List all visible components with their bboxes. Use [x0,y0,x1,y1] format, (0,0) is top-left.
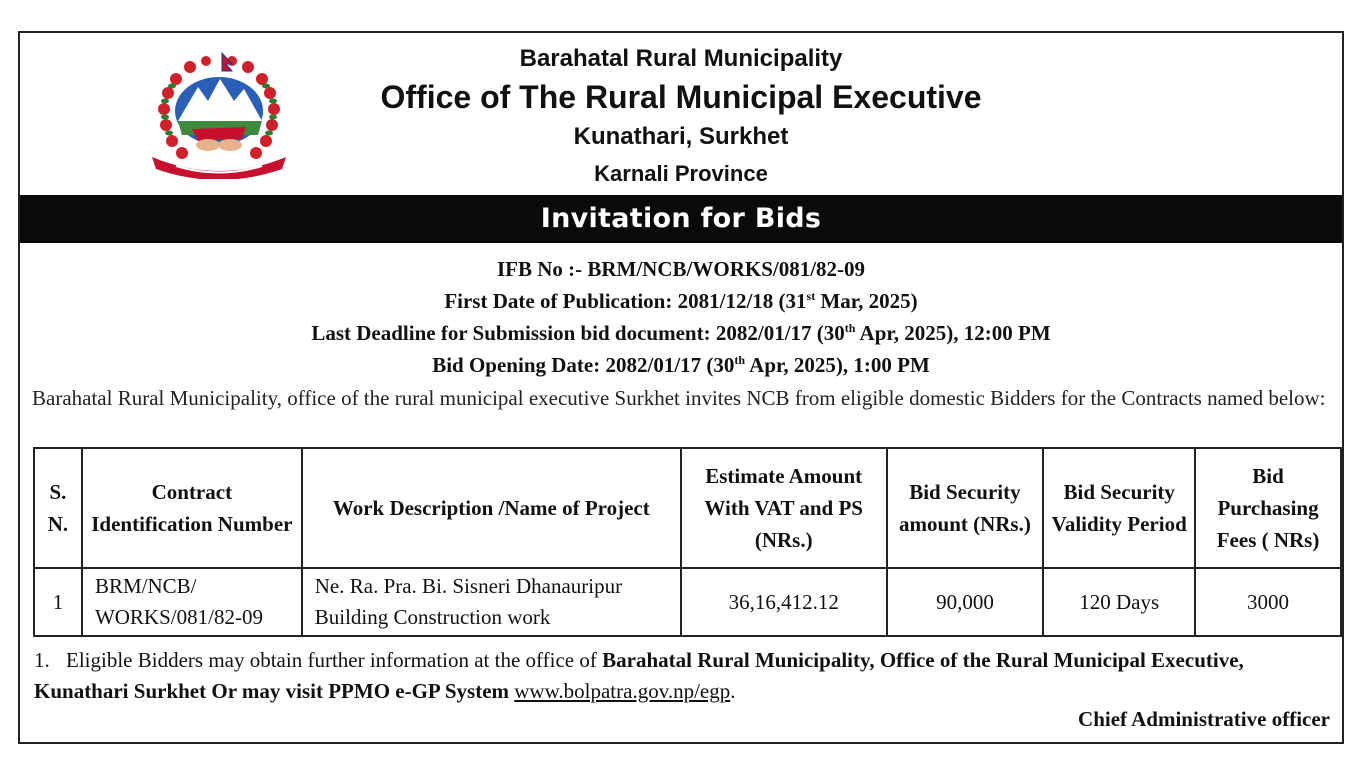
cell-work-line1: Ne. Ra. Pra. Bi. Sisneri Dhanauripur [314,574,623,598]
egp-link[interactable]: www.bolpatra.gov.np/egp [514,679,731,703]
submission-deadline-tail: Apr, 2025), 12:00 PM [855,321,1051,345]
municipality-name: Barahatal Rural Municipality [519,45,843,72]
notice-header [20,33,1342,195]
publication-date-label: First Date of Publication: [444,289,673,313]
cell-bid-security: 90,000 [887,568,1044,636]
office-location: Kunathari, Surkhet [573,123,789,150]
publication-date [20,289,1342,314]
publication-date-tail: Mar, 2025) [815,289,918,313]
header-bid-security: Bid Security amount (NRs.) [887,448,1044,568]
cell-work-line2: Building Construction work [314,605,551,629]
submission-deadline-label: Last Deadline for Submission bid document: [311,321,711,345]
notice-frame [18,31,1344,744]
header-estimate-amount: Estimate Amount With VAT and PS (NRs.) [681,448,887,568]
header-contract-id: Contract Identification Number [82,448,302,568]
cell-estimate-amount: 36,16,412.12 [681,568,887,636]
office-name: Office of The Rural Municipal Executive [380,79,982,115]
bid-opening-date-label: Bid Opening Date: [432,353,601,377]
table-header-row [34,448,1341,568]
note-item [34,645,1332,707]
cell-security-validity: 120 Days [1043,568,1195,636]
note-office-name: Barahatal Rural Municipality, Office of the Rural Municipal Executive, Kunathari Surkhet Or may visit PPMO e-GP System [34,648,1244,703]
cell-work-description [302,568,681,636]
cell-contract-id [82,568,302,636]
cell-purchasing-fees: 3000 [1195,568,1341,636]
header-work-description: Work Description /Name of Project [302,448,681,568]
ifb-number-value: BRM/NCB/WORKS/081/82-09 [587,257,866,281]
bid-opening-date-value: 2082/01/17 (30 [605,353,735,377]
bid-opening-date [20,353,1342,378]
submission-deadline-sup: th [844,321,856,335]
publication-date-sup: st [806,289,816,303]
ifb-number-label: IFB No :- [496,257,583,281]
publication-date-value: 2081/12/18 (31 [677,289,807,313]
intro-paragraph: Barahatal Rural Municipality, office of the rural municipal executive Surkhet invites NCB from eligible domestic Bidders for the Contracts named below: [32,386,1326,410]
note-end: . [730,679,736,703]
header-security-validity: Bid Security Validity Period [1043,448,1195,568]
note-number: 1. [34,648,50,672]
ifb-number [20,257,1342,282]
submission-deadline-value: 2082/01/17 (30 [715,321,845,345]
cell-sn: 1 [34,568,82,636]
bid-opening-date-sup: th [734,353,746,367]
note-text: Eligible Bidders may obtain further information at the office of [66,648,603,672]
table-row [34,568,1341,636]
submission-deadline [20,321,1342,346]
cell-contract-id-line2: WORKS/081/82-09 [94,605,263,629]
header-sn: S. N. [34,448,82,568]
header-purchasing-fees: Bid Purchasing Fees ( NRs) [1195,448,1341,568]
signoff: Chief Administrative officer [1078,707,1330,731]
notice-title-banner: Invitation for Bids [20,195,1342,243]
contracts-table [33,447,1342,637]
province-name: Karnali Province [594,161,768,186]
cell-contract-id-line1: BRM/NCB/ [94,574,197,598]
bid-opening-date-tail: Apr, 2025), 1:00 PM [745,353,930,377]
